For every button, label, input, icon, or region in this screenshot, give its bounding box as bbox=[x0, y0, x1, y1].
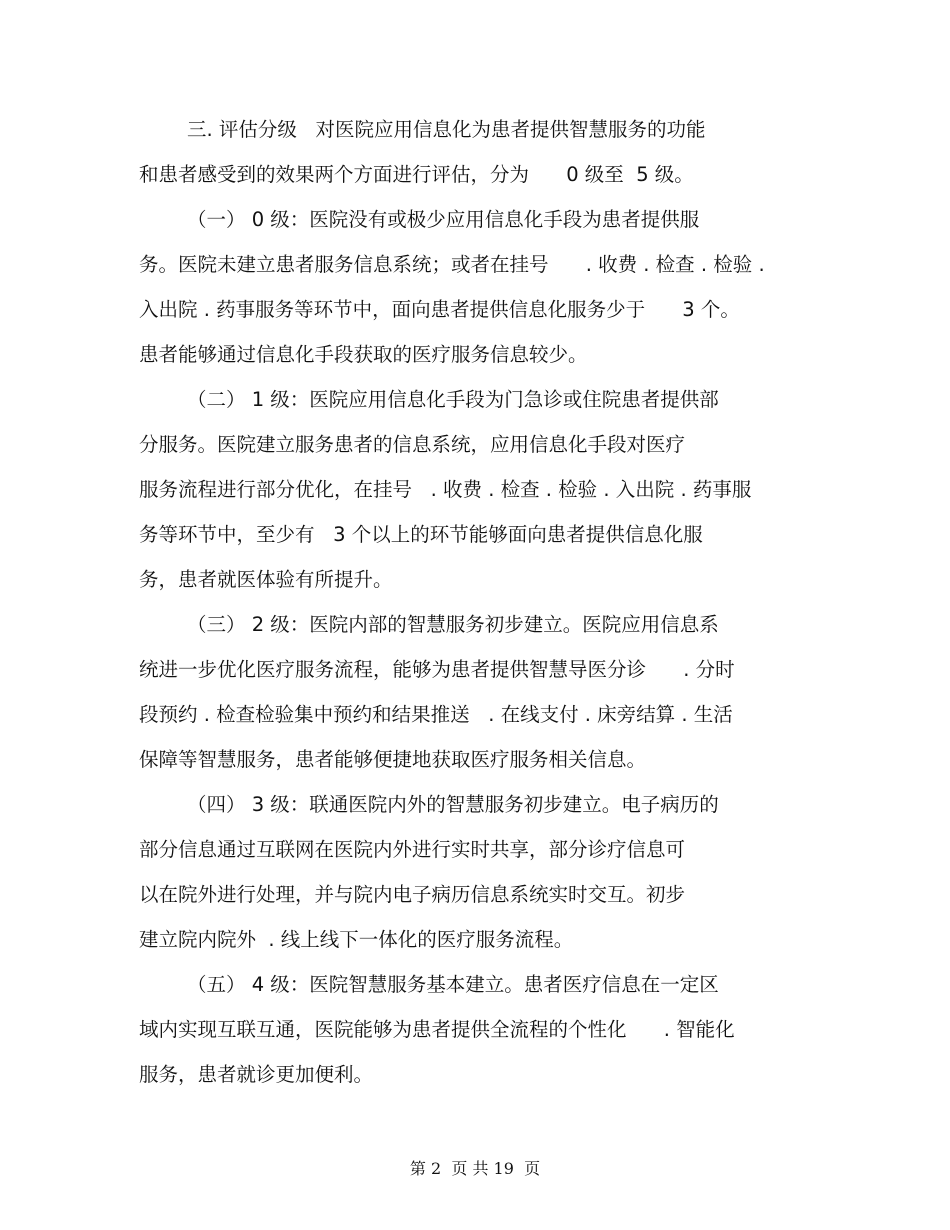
text-line: 以在院外进行处理，并与院内电子病历信息系统实时交互。初步 bbox=[139, 883, 686, 906]
text-line: 务，患者就医体验有所提升。 bbox=[139, 568, 393, 591]
text-line-level-2: （三） 2 级：医院内部的智慧服务初步建立。医院应用信息系 bbox=[187, 613, 719, 636]
text-line: 患者能够通过信息化手段获取的医疗服务信息较少。 bbox=[139, 343, 588, 366]
text-line-heading: 三. 评估分级 对医院应用信息化为患者提供智慧服务的功能 bbox=[187, 118, 706, 141]
text-line: 统进一步优化医疗服务流程，能够为患者提供智慧导医分诊 . 分时 bbox=[139, 658, 735, 681]
text-line: 段预约 . 检查检验集中预约和结果推送 . 在线支付 . 床旁结算 . 生活 bbox=[139, 703, 733, 726]
text-line-level-1: （二） 1 级：医院应用信息化手段为门急诊或住院患者提供部 bbox=[187, 388, 719, 411]
text-line-level-3: （四） 3 级：联通医院内外的智慧服务初步建立。电子病历的 bbox=[187, 793, 719, 816]
text-line: 部分信息通过互联网在医院内外进行实时共享，部分诊疗信息可 bbox=[139, 838, 686, 861]
text-line: 入出院 . 药事服务等环节中，面向患者提供信息化服务少于 3 个。 bbox=[139, 298, 740, 321]
text-line: 服务，患者就诊更加便利。 bbox=[139, 1063, 374, 1086]
text-line-level-0: （一） 0 级：医院没有或极少应用信息化手段为患者提供服 bbox=[187, 208, 700, 231]
text-line: 分服务。医院建立服务患者的信息系统，应用信息化手段对医疗 bbox=[139, 433, 686, 456]
text-line: 务等环节中，至少有 3 个以上的环节能够面向患者提供信息化服 bbox=[139, 523, 703, 546]
text-line: 保障等智慧服务，患者能够便捷地获取医疗服务相关信息。 bbox=[139, 748, 647, 771]
text-line: 服务流程进行部分优化，在挂号 . 收费 . 检查 . 检验 . 入出院 . 药事服 bbox=[139, 478, 752, 501]
text-line: 建立院内院外 . 线上线下一体化的医疗服务流程。 bbox=[139, 928, 574, 951]
page-number-footer: 第 2 页 共 19 页 bbox=[409, 1159, 541, 1178]
text-line: 和患者感受到的效果两个方面进行评估，分为 0 级至 5 级。 bbox=[139, 163, 694, 186]
text-line: 务。医院未建立患者服务信息系统；或者在挂号 . 收费 . 检查 . 检验 . bbox=[139, 253, 765, 276]
text-line: 域内实现互联互通，医院能够为患者提供全流程的个性化 . 智能化 bbox=[139, 1018, 735, 1041]
text-line-level-4: （五） 4 级：医院智慧服务基本建立。患者医疗信息在一定区 bbox=[187, 973, 719, 996]
